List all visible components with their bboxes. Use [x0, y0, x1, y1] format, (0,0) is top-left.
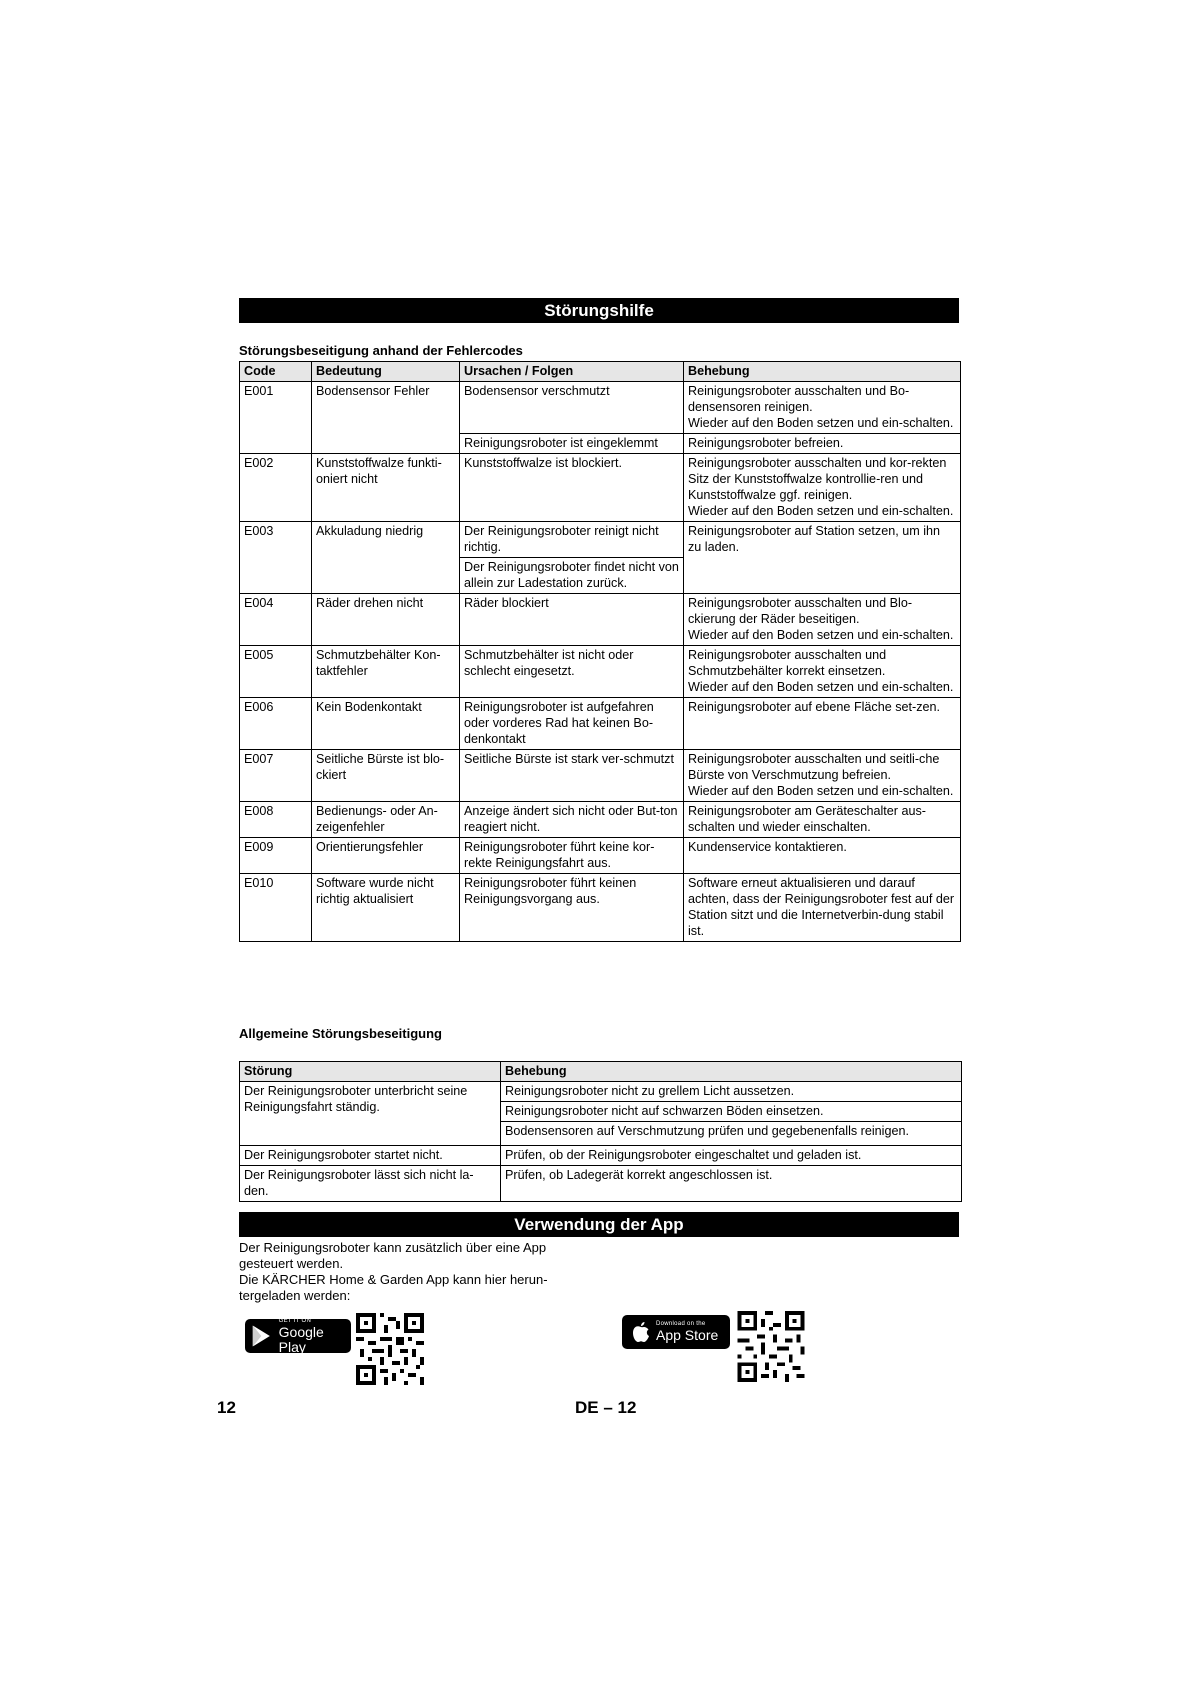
app-description: [239, 1240, 589, 1304]
error-code-table: [239, 361, 961, 942]
general-troubleshooting-table: [239, 1061, 962, 1202]
general-table-caption: Allgemeine Störungsbeseitigung: [239, 1026, 442, 1041]
error-fix: Reinigungsroboter befreien.: [684, 434, 961, 454]
error-cause: Reinigungsroboter ist aufgefahren oder vorderes Rad hat keinen Bo-denkontakt: [460, 698, 684, 750]
table-row: [240, 874, 961, 942]
error-code: E008: [240, 802, 312, 838]
error-cause: Schmutzbehälter ist nicht oder schlecht eingesetzt.: [460, 646, 684, 698]
app-store-badge[interactable]: [622, 1315, 730, 1349]
header-cause: Ursachen / Folgen: [460, 362, 684, 382]
error-fix: Kundenservice kontaktieren.: [684, 838, 961, 874]
fault-description: Der Reinigungsroboter lässt sich nicht la-den.: [240, 1166, 501, 1202]
error-fix: Reinigungsroboter ausschalten und Blo-ckierung der Räder beseitigen. Wieder auf den Boden setzen und ein-schalten.: [684, 594, 961, 646]
table-row: [240, 1082, 962, 1102]
error-table-caption: Störungsbeseitigung anhand der Fehlercodes: [239, 343, 523, 358]
error-cause: Räder blockiert: [460, 594, 684, 646]
error-meaning: Bedienungs- oder An-zeigenfehler: [312, 802, 460, 838]
error-fix: Reinigungsroboter am Geräteschalter aus-schalten und wieder einschalten.: [684, 802, 961, 838]
header-code: Code: [240, 362, 312, 382]
error-cause: Reinigungsroboter führt keine kor-rekte Reinigungsfahrt aus.: [460, 838, 684, 874]
error-code: E004: [240, 594, 312, 646]
error-fix: Software erneut aktualisieren und darauf achten, dass der Reinigungsroboter fest auf der Station sitzt und die Internetverbin-dung stabil ist.: [684, 874, 961, 942]
error-meaning: Kunststoffwalze funkti-oniert nicht: [312, 454, 460, 522]
table-row: [240, 698, 961, 750]
page-number: 12: [217, 1398, 236, 1417]
error-cause: Kunststoffwalze ist blockiert.: [460, 454, 684, 522]
error-meaning: Orientierungsfehler: [312, 838, 460, 874]
badge-small-text: Download on the: [656, 1321, 706, 1327]
table-row: [240, 594, 961, 646]
fault-description: Der Reinigungsroboter startet nicht.: [240, 1146, 501, 1166]
header-fault: Störung: [240, 1062, 501, 1082]
section-title-app: Verwendung der App: [239, 1212, 959, 1237]
table-row: [240, 750, 961, 802]
fault-fix: Prüfen, ob Ladegerät korrekt angeschlossen ist.: [501, 1166, 962, 1202]
table-row: [240, 802, 961, 838]
error-code: E009: [240, 838, 312, 874]
app-paragraph: Die KÄRCHER Home & Garden App kann hier herun-tergeladen werden:: [239, 1272, 548, 1303]
error-cause: Reinigungsroboter führt keinen Reinigungsvorgang aus.: [460, 874, 684, 942]
fault-fix: Reinigungsroboter nicht auf schwarzen Böden einsetzen.: [501, 1102, 962, 1122]
fault-fix: Bodensensoren auf Verschmutzung prüfen und gegebenenfalls reinigen.: [501, 1122, 962, 1146]
google-play-badge[interactable]: [245, 1319, 351, 1353]
qr-code-google: [356, 1313, 424, 1385]
error-cause: Bodensensor verschmutzt: [460, 382, 684, 434]
error-cause: Anzeige ändert sich nicht oder But-ton reagiert nicht.: [460, 802, 684, 838]
app-paragraph: Der Reinigungsroboter kann zusätzlich über eine App gesteuert werden.: [239, 1240, 547, 1271]
header-meaning: Bedeutung: [312, 362, 460, 382]
table-row: [240, 1146, 962, 1166]
error-fix: Reinigungsroboter auf Station setzen, um ihn zu laden.: [684, 522, 961, 594]
fault-fix: Reinigungsroboter nicht zu grellem Licht aussetzen.: [501, 1082, 962, 1102]
badge-small-text: GET IT ON: [278, 1317, 312, 1324]
error-code: E007: [240, 750, 312, 802]
fault-description: Der Reinigungsroboter unterbricht seine Reinigungsfahrt ständig.: [240, 1082, 501, 1146]
error-fix: Reinigungsroboter ausschalten und seitli-che Bürste von Verschmutzung befreien. Wieder auf den Boden setzen und ein-schalten.: [684, 750, 961, 802]
table-row: [240, 454, 961, 522]
header-fix: Behebung: [501, 1062, 962, 1082]
table-row: [240, 1166, 962, 1202]
section-title-troubleshooting: Störungshilfe: [239, 298, 959, 323]
fault-fix: Prüfen, ob der Reinigungsroboter eingeschaltet und geladen ist.: [501, 1146, 962, 1166]
error-fix: Reinigungsroboter ausschalten und kor-rekten Sitz der Kunststoffwalze kontrollie-ren und Kunststoffwalze ggf. reinigen. Wieder auf den Boden setzen und ein-schalten.: [684, 454, 961, 522]
error-fix: Reinigungsroboter ausschalten und Bo-densensoren reinigen. Wieder auf den Boden setzen und ein-schalten.: [684, 382, 961, 434]
header-fix: Behebung: [684, 362, 961, 382]
apple-icon: [631, 1321, 651, 1343]
error-code: E003: [240, 522, 312, 594]
error-code: E010: [240, 874, 312, 942]
error-meaning: Seitliche Bürste ist blo-ckiert: [312, 750, 460, 802]
table-row: [240, 522, 961, 558]
google-play-icon: [249, 1323, 274, 1349]
error-code: E006: [240, 698, 312, 750]
error-cause: Der Reinigungsroboter findet nicht von allein zur Ladestation zurück.: [460, 558, 684, 594]
error-meaning: Software wurde nicht richtig aktualisiert: [312, 874, 460, 942]
qr-code-apple: [737, 1311, 805, 1382]
page-label: DE – 12: [575, 1398, 637, 1417]
error-fix: Reinigungsroboter ausschalten und Schmutzbehälter korrekt einsetzen. Wieder auf den Boden setzen und ein-schalten.: [684, 646, 961, 698]
error-meaning: Räder drehen nicht: [312, 594, 460, 646]
badge-big-text: Google Play: [278, 1323, 324, 1355]
error-cause: Seitliche Bürste ist stark ver-schmutzt: [460, 750, 684, 802]
error-code: E001: [240, 382, 312, 454]
table-row: [240, 646, 961, 698]
badge-big-text: App Store: [656, 1327, 719, 1343]
table-header-row: [240, 1062, 962, 1082]
table-row: [240, 382, 961, 434]
error-meaning: Bodensensor Fehler: [312, 382, 460, 454]
table-header-row: [240, 362, 961, 382]
error-cause: Reinigungsroboter ist eingeklemmt: [460, 434, 684, 454]
error-meaning: Akkuladung niedrig: [312, 522, 460, 594]
error-fix: Reinigungsroboter auf ebene Fläche set-zen.: [684, 698, 961, 750]
error-code: E002: [240, 454, 312, 522]
error-cause: Der Reinigungsroboter reinigt nicht richtig.: [460, 522, 684, 558]
table-row: [240, 838, 961, 874]
error-code: E005: [240, 646, 312, 698]
error-meaning: Schmutzbehälter Kon-taktfehler: [312, 646, 460, 698]
error-meaning: Kein Bodenkontakt: [312, 698, 460, 750]
